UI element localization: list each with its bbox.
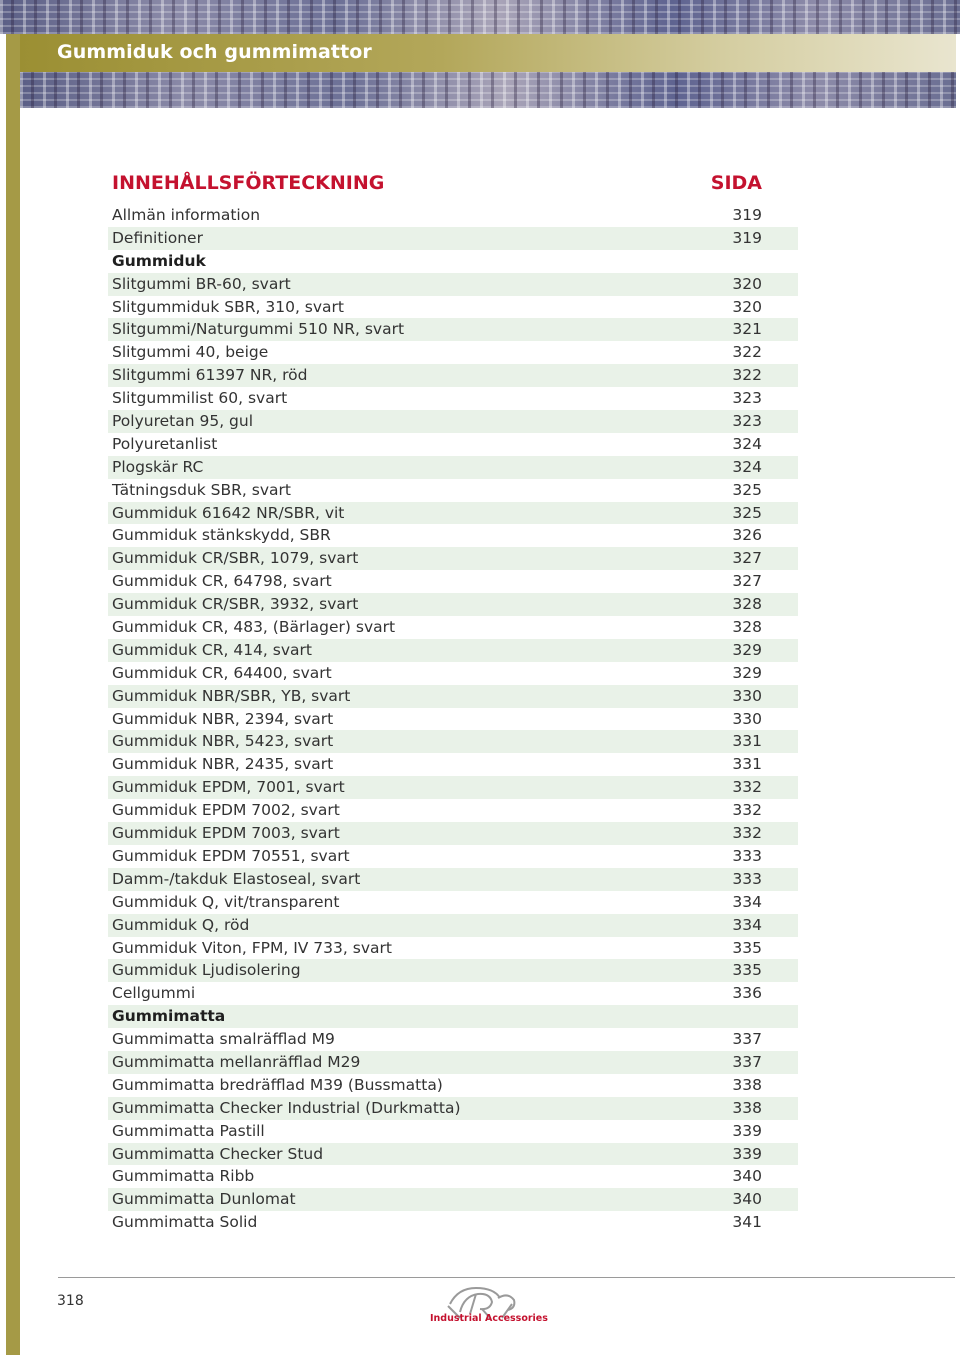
title-band (20, 34, 956, 72)
rc-logo-icon (420, 1282, 548, 1332)
toc-entry-label: Slitgummi 61397 NR, röd (112, 366, 308, 385)
page-number: 318 (57, 1293, 84, 1309)
toc-row (108, 1074, 798, 1097)
toc-entry-page: 322 (732, 366, 762, 385)
toc-entry-label: Gummiduk stänkskydd, SBR (112, 526, 331, 545)
toc-entry-page: 335 (732, 961, 762, 980)
toc-row (108, 410, 798, 433)
toc-entry-page: 338 (732, 1098, 762, 1117)
toc-row (108, 868, 798, 891)
toc-entry-label: Gummimatta smalräfflad M9 (112, 1030, 335, 1049)
toc-entry-label: Slitgummi/Naturgummi 510 NR, svart (112, 320, 405, 339)
toc-row (108, 662, 798, 685)
toc-row (108, 273, 798, 296)
toc-entry-label: Gummiduk Q, röd (112, 915, 250, 934)
toc-row (108, 799, 798, 822)
left-accent-bar (6, 34, 20, 1355)
toc-entry-label: Gummiduk EPDM 7003, svart (112, 824, 340, 843)
toc-row (108, 845, 798, 868)
toc-entry-label: Gummiduk NBR, 2435, svart (112, 755, 334, 774)
toc-entry-page: 334 (732, 915, 762, 934)
toc-row (108, 296, 798, 319)
toc-entry-page: 323 (732, 389, 762, 408)
toc-entry-label: Slitgummi 40, beige (112, 343, 269, 362)
toc-entry-page: 333 (732, 846, 762, 865)
toc-entry-page: 323 (732, 412, 762, 431)
toc-row (108, 364, 798, 387)
toc-entry-label: Gummiduk CR, 64798, svart (112, 572, 332, 591)
toc-row (108, 616, 798, 639)
toc-entry-page: 340 (732, 1190, 762, 1209)
toc-entry-label: Gummiduk CR, 414, svart (112, 640, 312, 659)
toc-entry-label: Gummiduk (112, 251, 206, 270)
toc-entry-page: 330 (732, 709, 762, 728)
toc-entry-page: 325 (732, 480, 762, 499)
toc-entry-page: 337 (732, 1030, 762, 1049)
toc-row (108, 1120, 798, 1143)
toc-entry-label: Slitgummiduk SBR, 310, svart (112, 297, 344, 316)
toc-entry-page: 327 (732, 549, 762, 568)
toc-row (108, 433, 798, 456)
toc-entry-label: Gummiduk NBR, 5423, svart (112, 732, 334, 751)
toc-rows (108, 204, 798, 1234)
toc-row (108, 1097, 798, 1120)
toc-row (108, 227, 798, 250)
toc-row (108, 570, 798, 593)
toc-entry-page: 322 (732, 343, 762, 362)
toc-entry-page: 327 (732, 572, 762, 591)
toc-heading: INNEHÅLLSFÖRTECKNING (112, 172, 385, 194)
header-photo-bottom (20, 72, 956, 108)
toc-entry-page: 333 (732, 869, 762, 888)
logo-text: Industrial Accessories (430, 1313, 548, 1324)
toc-entry-label: Gummiduk Q, vit/transparent (112, 892, 340, 911)
toc-entry-label: Polyuretanlist (112, 434, 218, 453)
toc-entry-page: 339 (732, 1121, 762, 1140)
toc-entry-page: 340 (732, 1167, 762, 1186)
toc-section-heading (108, 1005, 798, 1028)
toc-entry-label: Allmän information (112, 206, 261, 224)
toc-entry-page: 330 (732, 686, 762, 705)
toc-row (108, 318, 798, 341)
toc-row (108, 1211, 798, 1234)
toc-entry-label: Cellgummi (112, 984, 196, 1003)
table-of-contents (108, 170, 798, 1234)
toc-entry-page: 339 (732, 1144, 762, 1163)
footer-divider (58, 1277, 955, 1278)
toc-entry-label: Gummiduk NBR/SBR, YB, svart (112, 686, 351, 705)
toc-entry-page: 332 (732, 778, 762, 797)
toc-row (108, 456, 798, 479)
toc-row (108, 524, 798, 547)
toc-row (108, 1028, 798, 1051)
toc-entry-label: Gummimatta bredräfflad M39 (Bussmatta) (112, 1075, 443, 1094)
toc-entry-page: 321 (732, 320, 762, 339)
toc-row (108, 593, 798, 616)
toc-entry-page: 324 (732, 457, 762, 476)
toc-row (108, 776, 798, 799)
section-title: Gummiduk och gummimattor (57, 41, 372, 63)
toc-row (108, 1051, 798, 1074)
toc-entry-label: Gummimatta Ribb (112, 1167, 255, 1186)
toc-row (108, 1165, 798, 1188)
toc-row (108, 891, 798, 914)
toc-row (108, 937, 798, 960)
toc-entry-page: 328 (732, 618, 762, 637)
toc-entry-page: 324 (732, 434, 762, 453)
toc-row (108, 708, 798, 731)
toc-entry-page: 319 (732, 206, 762, 224)
toc-row (108, 639, 798, 662)
toc-entry-page: 329 (732, 663, 762, 682)
toc-row (108, 502, 798, 525)
toc-page-heading: SIDA (710, 172, 762, 194)
toc-row (108, 341, 798, 364)
toc-row (108, 822, 798, 845)
toc-entry-page: 328 (732, 595, 762, 614)
toc-entry-label: Gummiduk EPDM 7002, svart (112, 801, 340, 820)
toc-entry-label: Tätningsduk SBR, svart (112, 480, 291, 499)
toc-entry-label: Gummiduk Ljudisolering (112, 961, 301, 980)
toc-entry-page: 334 (732, 892, 762, 911)
toc-entry-label: Gummiduk Viton, FPM, IV 733, svart (112, 938, 392, 957)
toc-entry-label: Gummiduk EPDM 70551, svart (112, 846, 350, 865)
toc-entry-label: Gummimatta Dunlomat (112, 1190, 296, 1209)
toc-row (108, 959, 798, 982)
toc-entry-page: 320 (732, 297, 762, 316)
toc-entry-page: 332 (732, 824, 762, 843)
toc-entry-page: 320 (732, 274, 762, 293)
toc-entry-label: Gummimatta Solid (112, 1213, 258, 1232)
toc-entry-label: Gummiduk CR/SBR, 1079, svart (112, 549, 359, 568)
toc-entry-page: 335 (732, 938, 762, 957)
toc-row (108, 547, 798, 570)
toc-header (108, 170, 798, 204)
toc-row (108, 387, 798, 410)
toc-entry-page: 325 (732, 503, 762, 522)
toc-entry-label: Gummimatta (112, 1007, 226, 1026)
toc-row (108, 982, 798, 1005)
toc-entry-label: Gummimatta Checker Stud (112, 1144, 324, 1163)
toc-row (108, 479, 798, 502)
toc-entry-label: Damm-/takduk Elastoseal, svart (112, 869, 361, 888)
toc-entry-label: Gummimatta Checker Industrial (Durkmatta) (112, 1098, 461, 1117)
toc-entry-label: Gummiduk NBR, 2394, svart (112, 709, 334, 728)
toc-entry-page: 319 (732, 228, 762, 247)
toc-row (108, 685, 798, 708)
toc-row (108, 1143, 798, 1166)
toc-entry-label: Slitgummi BR-60, svart (112, 274, 291, 293)
toc-entry-page: 329 (732, 640, 762, 659)
toc-entry-label: Gummimatta Pastill (112, 1121, 265, 1140)
toc-entry-label: Gummimatta mellanräfflad M29 (112, 1052, 361, 1071)
toc-entry-label: Gummiduk EPDM, 7001, svart (112, 778, 345, 797)
toc-entry-page: 326 (732, 526, 762, 545)
toc-entry-page: 341 (732, 1213, 762, 1232)
toc-entry-label: Plogskär RC (112, 457, 204, 476)
toc-entry-page: 338 (732, 1075, 762, 1094)
toc-entry-page: 332 (732, 801, 762, 820)
toc-entry-page: 336 (732, 984, 762, 1003)
toc-entry-page: 337 (732, 1052, 762, 1071)
toc-entry-label: Gummiduk 61642 NR/SBR, vit (112, 503, 345, 522)
toc-entry-label: Gummiduk CR, 64400, svart (112, 663, 332, 682)
toc-entry-page: 331 (732, 755, 762, 774)
toc-section-heading (108, 250, 798, 273)
toc-row (108, 753, 798, 776)
toc-entry-label: Gummiduk CR/SBR, 3932, svart (112, 595, 359, 614)
toc-entry-page: 331 (732, 732, 762, 751)
header-photo-top (0, 0, 960, 34)
toc-row (108, 730, 798, 753)
toc-row (108, 204, 798, 227)
toc-row (108, 914, 798, 937)
toc-entry-label: Gummiduk CR, 483, (Bärlager) svart (112, 618, 396, 637)
toc-entry-label: Definitioner (112, 228, 203, 247)
toc-entry-label: Polyuretan 95, gul (112, 412, 254, 431)
toc-row (108, 1188, 798, 1211)
toc-entry-label: Slitgummilist 60, svart (112, 389, 288, 408)
